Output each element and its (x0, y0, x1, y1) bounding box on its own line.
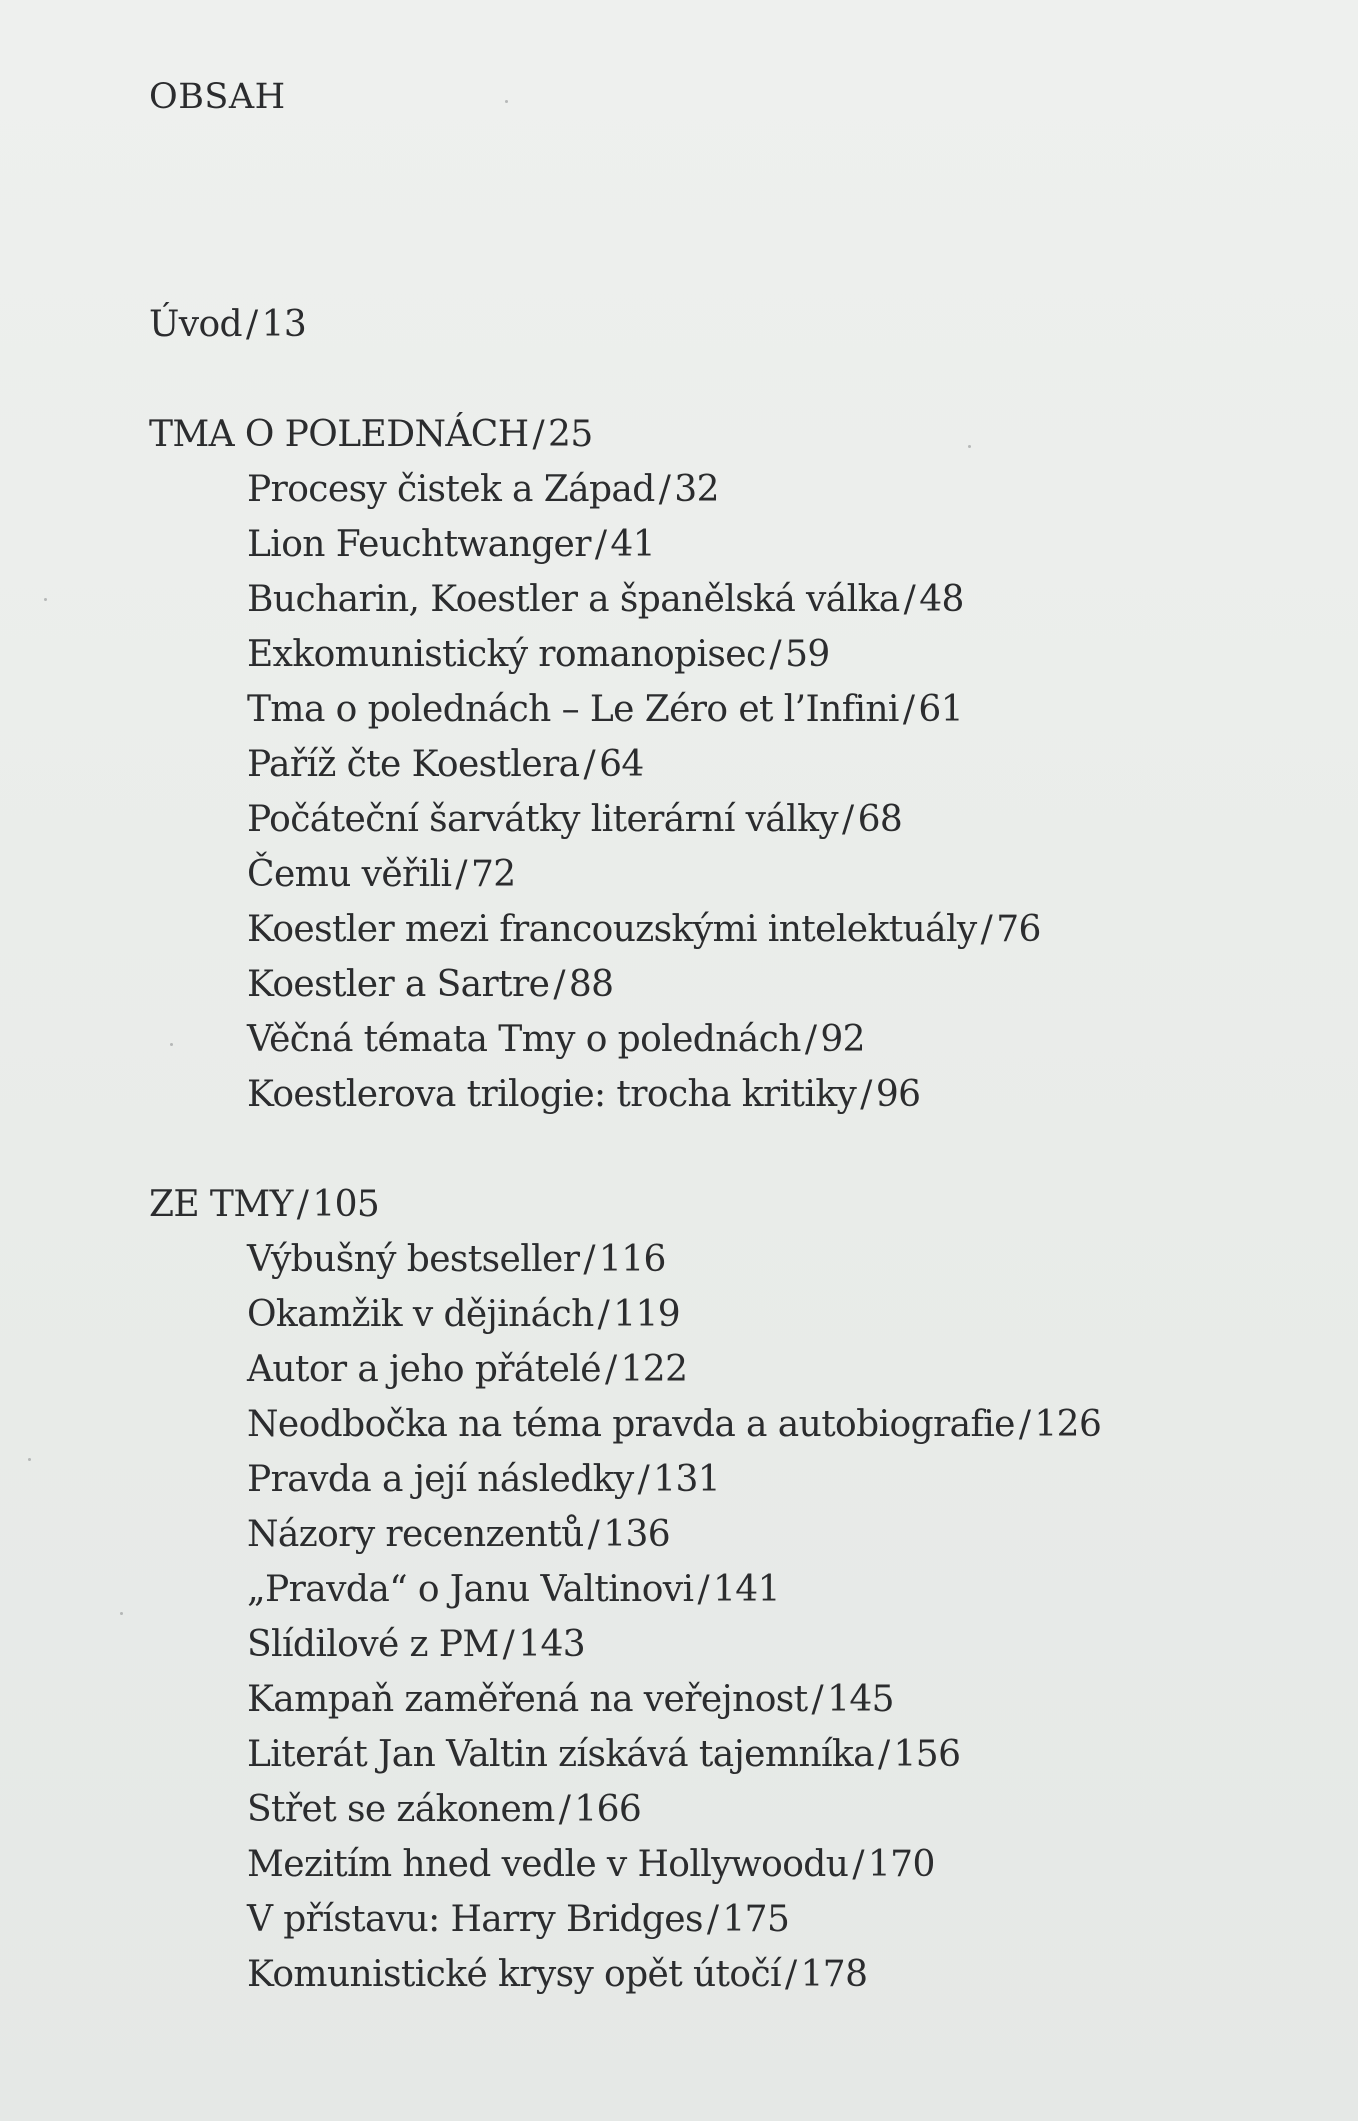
toc-entry-title: Tma o polednách – Le Zéro et l’Infini (247, 689, 899, 730)
toc-separator: / (587, 1514, 600, 1555)
toc-entry-title: Lion Feuchtwanger (247, 524, 591, 565)
toc-separator: / (852, 1844, 864, 1885)
toc-entry-title: Čemu věřili (247, 854, 452, 895)
toc-entry-title: Literát Jan Valtin získává tajemníka (247, 1734, 874, 1775)
toc-page-number: 25 (548, 414, 593, 455)
toc-chapter-entry (149, 1397, 1269, 1452)
toc-entry-title: Procesy čistek a Západ (247, 469, 655, 510)
toc-page-number: 76 (996, 909, 1041, 950)
toc-chapter-entry (149, 1837, 1269, 1892)
toc-entry-title: Autor a jeho přátelé (247, 1349, 601, 1390)
toc-separator: / (902, 689, 915, 730)
toc-chapter-entry (149, 1672, 1269, 1727)
toc-page-number: 105 (312, 1184, 380, 1225)
toc-page-number: 32 (674, 469, 719, 510)
toc-separator: / (658, 469, 671, 510)
toc-separator: / (769, 634, 782, 675)
toc-page-number: 13 (261, 304, 307, 345)
toc-entry-title: Pravda a její následky (247, 1459, 634, 1500)
toc-chapter-entry (149, 1727, 1269, 1782)
toc-entry-title: Věčná témata Tmy o polednách (247, 1019, 801, 1060)
toc-page-number: 68 (857, 799, 903, 840)
toc-chapter-entry (149, 462, 1269, 517)
toc-page-number: 136 (603, 1514, 671, 1555)
toc-page-number: 141 (712, 1569, 780, 1610)
toc-page-number: 166 (574, 1789, 642, 1830)
toc-page-number: 126 (1034, 1404, 1102, 1445)
toc-chapter-entry (149, 1452, 1269, 1507)
toc-page-number: 119 (613, 1294, 681, 1335)
toc-separator: / (583, 1239, 595, 1280)
toc-page-number: 143 (518, 1624, 586, 1665)
toc-page-number: 122 (620, 1349, 688, 1390)
toc-chapter-entry (149, 1012, 1269, 1067)
toc-page-number: 88 (568, 964, 614, 1005)
toc-separator: / (842, 799, 854, 840)
toc-page-number: 61 (918, 689, 963, 730)
paper-speck (505, 100, 508, 103)
contents-heading: OBSAH (149, 77, 286, 117)
toc-separator: / (455, 854, 467, 895)
toc-separator: / (1018, 1404, 1031, 1445)
toc-separator: / (804, 1019, 817, 1060)
toc-page-number: 59 (785, 634, 830, 675)
paper-speck (120, 1612, 123, 1615)
toc-entry-title: Komunistické krysy opět útočí (247, 1954, 781, 1995)
toc-chapter-entry (149, 1892, 1269, 1947)
toc-chapter-entry (149, 1617, 1269, 1672)
toc-separator: / (583, 744, 596, 785)
toc-page-number: 48 (919, 579, 964, 620)
toc-entry-title: Koestler mezi francouzskými intelektuály (247, 909, 977, 950)
toc-section-entry (149, 1177, 1269, 1232)
toc-entry-title: Počáteční šarvátky literární války (247, 799, 839, 840)
paper-speck (28, 1458, 31, 1461)
toc-separator: / (553, 964, 565, 1005)
toc-page-number: 96 (875, 1074, 921, 1115)
toc-page-number: 131 (653, 1459, 721, 1500)
toc-page-number: 156 (893, 1734, 961, 1775)
toc-page-number: 41 (610, 524, 655, 565)
toc-page-number: 64 (599, 744, 644, 785)
toc-entry-title: Bucharin, Koestler a španělská válka (247, 579, 900, 620)
toc-entry-title: Paříž čte Koestlera (247, 744, 580, 785)
toc-separator: / (246, 304, 258, 345)
toc-entry-title: Koestler a Sartre (247, 964, 550, 1005)
toc-chapter-entry (149, 572, 1269, 627)
toc-entry-title: TMA O POLEDNÁCH (149, 414, 529, 455)
toc-entry-title: „Pravda“ o Janu Valtinovi (247, 1569, 694, 1610)
toc-section-entry (149, 407, 1269, 462)
toc-chapter-entry (149, 1342, 1269, 1397)
toc-chapter-entry (149, 1067, 1269, 1122)
toc-separator: / (784, 1954, 797, 1995)
toc-chapter-entry (149, 902, 1269, 957)
toc-separator: / (597, 1294, 610, 1335)
toc-page-number: 92 (820, 1019, 865, 1060)
toc-separator: / (811, 1679, 824, 1720)
toc-chapter-entry (149, 1562, 1269, 1617)
paper-speck (44, 598, 47, 601)
toc-entry-title: Názory recenzentů (247, 1514, 584, 1555)
toc-page-number: 175 (722, 1899, 790, 1940)
toc-entry-title: Koestlerova trilogie: trocha kritiky (247, 1074, 857, 1115)
toc-entry-title: Úvod (149, 304, 242, 345)
toc-entry-title: Mezitím hned vedle v Hollywoodu (247, 1844, 849, 1885)
toc-chapter-entry (149, 627, 1269, 682)
toc-separator: / (532, 414, 545, 455)
toc-page-number: 178 (800, 1954, 868, 1995)
toc-chapter-entry (149, 1782, 1269, 1837)
toc-entry-title: ZE TMY (149, 1184, 293, 1225)
paper-speck (968, 445, 971, 448)
toc-page-number: 145 (827, 1679, 894, 1720)
toc-page-number: 72 (470, 854, 516, 895)
toc-entry-title: Střet se zákonem (247, 1789, 555, 1830)
toc-separator: / (594, 524, 607, 565)
toc-page-number: 170 (867, 1844, 935, 1885)
toc-separator: / (697, 1569, 709, 1610)
toc-chapter-entry (149, 847, 1269, 902)
toc-page-number: 116 (598, 1239, 666, 1280)
toc-chapter-entry (149, 1287, 1269, 1342)
toc-entry-title: Slídilové z PM (247, 1624, 499, 1665)
toc-chapter-entry (149, 792, 1269, 847)
toc-separator: / (860, 1074, 872, 1115)
toc-separator: / (502, 1624, 515, 1665)
toc-entry-title: Okamžik v dějinách (247, 1294, 594, 1335)
toc-section-entry (149, 297, 1269, 352)
toc-chapter-entry (149, 737, 1269, 792)
toc-entry-title: Neodbočka na téma pravda a autobiografie (247, 1404, 1015, 1445)
toc-chapter-entry (149, 517, 1269, 572)
toc-chapter-entry (149, 957, 1269, 1012)
toc-separator: / (903, 579, 916, 620)
toc-separator: / (558, 1789, 571, 1830)
section-spacer (149, 352, 1269, 407)
toc-chapter-entry (149, 1232, 1269, 1287)
toc-separator: / (296, 1184, 309, 1225)
paper-speck (170, 1043, 173, 1046)
toc-chapter-entry (149, 1507, 1269, 1562)
section-spacer (149, 1122, 1269, 1177)
toc-entry-title: Exkomunistický romanopisec (247, 634, 766, 675)
toc-separator: / (637, 1459, 650, 1500)
toc-separator: / (604, 1349, 617, 1390)
toc-chapter-entry (149, 682, 1269, 737)
toc-chapter-entry (149, 1947, 1269, 2002)
toc-entry-title: Kampaň zaměřená na veřejnost (247, 1679, 808, 1720)
toc-entry-title: V přístavu: Harry Bridges (247, 1899, 703, 1940)
toc-separator: / (877, 1734, 890, 1775)
toc-entry-title: Výbušný bestseller (247, 1239, 580, 1280)
table-of-contents (149, 297, 1269, 2002)
toc-separator: / (980, 909, 993, 950)
toc-separator: / (706, 1899, 719, 1940)
